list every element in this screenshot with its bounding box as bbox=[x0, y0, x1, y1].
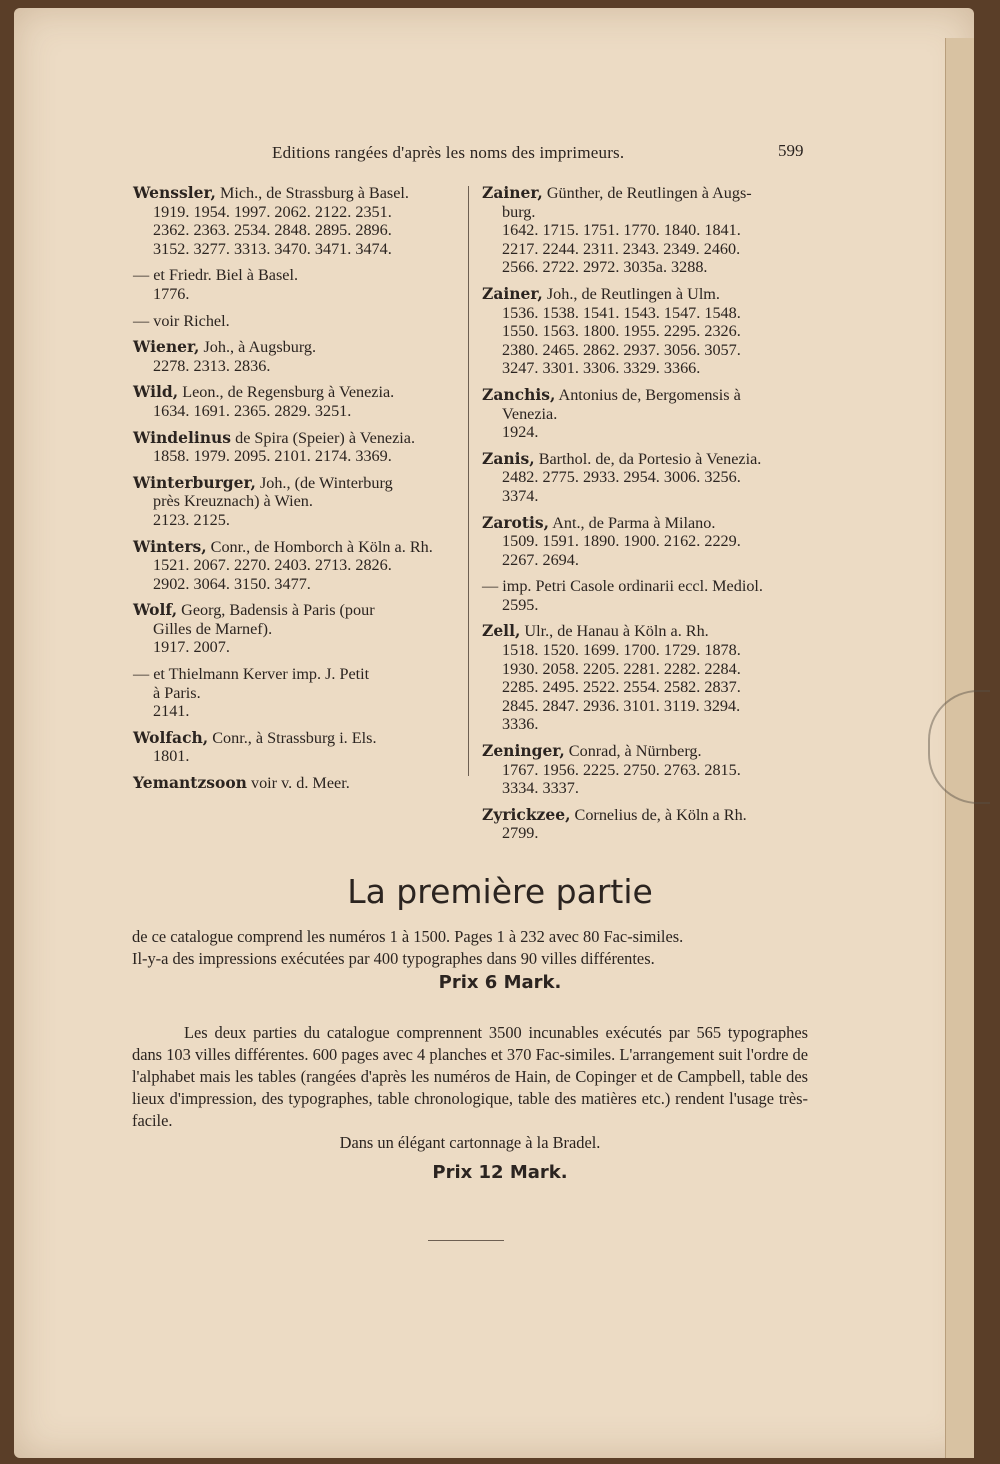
entry-heading bbox=[133, 474, 461, 493]
price-complete: Prix 12 Mark. bbox=[432, 1162, 568, 1183]
edition-numbers: 2362. 2363. 2534. 2848. 2895. 2896. bbox=[153, 221, 392, 240]
running-head: Editions rangées d'après les noms des imprimeurs. bbox=[272, 143, 625, 162]
index-entry bbox=[133, 601, 461, 657]
index-column-left bbox=[133, 184, 461, 801]
edition-numbers: 2595. bbox=[502, 595, 539, 614]
edition-numbers: 2799. bbox=[502, 824, 539, 843]
entry-heading bbox=[482, 577, 808, 596]
printer-name: Zeninger, bbox=[482, 741, 565, 761]
entry-heading bbox=[482, 622, 808, 641]
edition-numbers: 2217. 2244. 2311. 2343. 2349. 2460. bbox=[502, 239, 741, 258]
printer-name: Zanis, bbox=[482, 448, 535, 468]
printer-name: Zanchis, bbox=[482, 384, 556, 404]
index-entry bbox=[133, 665, 461, 721]
printer-name: Wenssler, bbox=[133, 183, 216, 202]
edition-numbers: 1917. 2007. bbox=[153, 638, 230, 657]
printer-name: Windelinus bbox=[133, 427, 232, 447]
notice-paragraph-2: Les deux parties du catalogue comprennent 3500 incunables exécutés par 565 typographes dans 103 villes différentes. 600 pages avec 4 planches et 370 Fac-similes. L'arrangement suit l'ordre de l'alphabet mais les tables (rangées d'après les numéros de Hain, de Copinger et de Campbell, table des lieux d'impression, des typographes, table chronologique, table des matières etc.) rendent l'usage très-facile. bbox=[132, 1023, 808, 1130]
index-entry bbox=[482, 285, 808, 378]
printer-details: Antonius de, Bergomensis à bbox=[555, 385, 741, 404]
column-divider bbox=[468, 186, 469, 776]
edition-numbers: 2278. 2313. 2836. bbox=[153, 356, 271, 375]
notice-heading: La première partie bbox=[347, 872, 653, 911]
edition-numbers: 1919. 1954. 1997. 2062. 2122. 2351. bbox=[153, 202, 392, 221]
index-entry bbox=[133, 312, 461, 331]
edition-numbers: 3334. 3337. bbox=[502, 779, 579, 798]
printer-name: Zainer, bbox=[482, 183, 543, 202]
entry-heading bbox=[133, 184, 461, 203]
printer-name: Wolf, bbox=[133, 600, 178, 620]
edition-numbers: 2566. 2722. 2972. 3035a. 3288. bbox=[502, 258, 708, 277]
edition-numbers: 3374. bbox=[502, 486, 539, 505]
entry-heading bbox=[133, 429, 461, 448]
edition-numbers: 2141. bbox=[153, 702, 190, 721]
printer-details: Leon., de Regensburg à Venezia. bbox=[178, 383, 395, 402]
index-entry bbox=[133, 383, 461, 420]
printer-details: Conr., à Strassburg i. Els. bbox=[208, 728, 377, 747]
printer-details: Barthol. de, da Portesio à Venezia. bbox=[534, 449, 762, 468]
printer-details: Joh., (de Winterburg bbox=[255, 473, 393, 492]
price-part-one: Prix 6 Mark. bbox=[438, 972, 562, 993]
printer-details: Conr., de Homborch à Köln a. Rh. bbox=[206, 537, 433, 556]
closing-rule bbox=[428, 1240, 504, 1241]
printer-name: Wolfach, bbox=[133, 727, 209, 747]
printer-details-continued: Gilles de Marnef). bbox=[153, 619, 273, 638]
entry-heading bbox=[133, 774, 461, 793]
entry-heading bbox=[482, 450, 808, 469]
printer-name: Winters, bbox=[133, 536, 207, 556]
notice-paragraph-1 bbox=[132, 926, 808, 970]
printer-name: Winterburger, bbox=[133, 472, 256, 492]
edition-numbers: 1550. 1563. 1800. 1955. 2295. 2326. bbox=[502, 322, 741, 341]
entry-heading bbox=[133, 266, 461, 285]
edition-numbers: 1930. 2058. 2205. 2281. 2282. 2284. bbox=[502, 659, 741, 678]
printer-details-continued: près Kreuznach) à Wien. bbox=[153, 492, 313, 511]
printer-name: Zainer, bbox=[482, 283, 543, 303]
notice-line: de ce catalogue comprend les numéros 1 à 1500. Pages 1 à 232 avec 80 Fac-similes. bbox=[132, 927, 684, 946]
printer-details: Ulr., de Hanau à Köln a. Rh. bbox=[520, 622, 709, 641]
index-entry bbox=[482, 514, 808, 570]
edition-numbers: 1767. 1956. 2225. 2750. 2763. 2815. bbox=[502, 760, 741, 779]
index-entry bbox=[133, 429, 461, 466]
entry-heading bbox=[482, 184, 808, 203]
index-entry bbox=[482, 450, 808, 506]
entry-heading bbox=[133, 665, 461, 684]
entry-heading bbox=[133, 729, 461, 748]
edition-numbers: 1801. bbox=[153, 747, 190, 766]
printer-name: Wiener, bbox=[133, 337, 200, 357]
index-entry bbox=[133, 474, 461, 530]
printer-details-continued: à Paris. bbox=[153, 683, 201, 702]
printer-details: — et Friedr. Biel à Basel. bbox=[133, 266, 298, 285]
printer-details: Joh., à Augsburg. bbox=[199, 338, 317, 357]
page-number: 599 bbox=[778, 141, 804, 160]
edition-numbers: 1521. 2067. 2270. 2403. 2713. 2826. bbox=[153, 556, 392, 575]
index-entry bbox=[133, 338, 461, 375]
entry-heading bbox=[133, 601, 461, 620]
printer-name: Zyrickzee, bbox=[482, 804, 571, 824]
entry-heading bbox=[133, 312, 461, 331]
printer-details: Conrad, à Nürnberg. bbox=[564, 742, 702, 761]
entry-heading bbox=[482, 806, 808, 825]
edition-numbers: 2482. 2775. 2933. 2954. 3006. 3256. bbox=[502, 468, 741, 487]
printer-details-continued: Venezia. bbox=[502, 404, 558, 423]
printer-details: Günther, de Reutlingen à Augs- bbox=[542, 184, 752, 202]
index-entry bbox=[482, 386, 808, 442]
index-entry bbox=[482, 806, 808, 843]
edition-numbers: 2845. 2847. 2936. 3101. 3119. 3294. bbox=[502, 696, 741, 715]
index-entry bbox=[133, 538, 461, 594]
entry-heading bbox=[482, 386, 808, 405]
edition-numbers: 1776. bbox=[153, 284, 190, 303]
edition-numbers: 2267. 2694. bbox=[502, 550, 579, 569]
printer-name: Yemantzsoon bbox=[133, 773, 247, 793]
notice-binding-line: Dans un élégant cartonnage à la Bradel. bbox=[339, 1133, 601, 1152]
entry-heading bbox=[482, 514, 808, 533]
edition-numbers: 2902. 3064. 3150. 3477. bbox=[153, 574, 311, 593]
index-entry bbox=[482, 742, 808, 798]
edition-numbers: 3247. 3301. 3306. 3329. 3366. bbox=[502, 359, 701, 378]
entry-heading bbox=[133, 538, 461, 557]
entry-heading bbox=[482, 742, 808, 761]
entry-heading bbox=[133, 338, 461, 357]
index-entry bbox=[482, 622, 808, 734]
edition-numbers: 2380. 2465. 2862. 2937. 3056. 3057. bbox=[502, 340, 741, 359]
index-entry bbox=[482, 184, 808, 277]
printer-details: voir v. d. Meer. bbox=[246, 774, 350, 793]
index-entry bbox=[482, 577, 808, 614]
printer-name: Zell, bbox=[482, 621, 521, 641]
index-entry bbox=[133, 729, 461, 766]
edition-numbers: 1536. 1538. 1541. 1543. 1547. 1548. bbox=[502, 303, 741, 322]
printer-details-continued: burg. bbox=[502, 202, 536, 221]
index-entry bbox=[133, 184, 461, 258]
edition-numbers: 1634. 1691. 2365. 2829. 3251. bbox=[153, 401, 352, 420]
edition-numbers: 1642. 1715. 1751. 1770. 1840. 1841. bbox=[502, 221, 741, 240]
edition-numbers: 3336. bbox=[502, 715, 539, 734]
edition-numbers: 2285. 2495. 2522. 2554. 2582. 2837. bbox=[502, 678, 741, 697]
edition-numbers: 1518. 1520. 1699. 1700. 1729. 1878. bbox=[502, 641, 741, 660]
printer-details: — imp. Petri Casole ordinarii eccl. Mediol. bbox=[482, 577, 763, 596]
notice-line: Il-y-a des impressions exécutées par 400 typographes dans 90 villes différentes. bbox=[132, 949, 655, 968]
printer-name: Wild, bbox=[133, 382, 179, 402]
index-entry bbox=[133, 266, 461, 303]
printer-details: — voir Richel. bbox=[133, 311, 230, 330]
printer-details: Ant., de Parma à Milano. bbox=[549, 513, 716, 532]
edition-numbers: 3152. 3277. 3313. 3470. 3471. 3474. bbox=[153, 239, 392, 258]
index-entry bbox=[133, 774, 461, 793]
entry-heading bbox=[482, 285, 808, 304]
edition-numbers: 1924. bbox=[502, 423, 539, 442]
printer-details: Joh., de Reutlingen à Ulm. bbox=[542, 284, 720, 303]
index-column-right bbox=[482, 184, 808, 851]
edition-numbers: 2123. 2125. bbox=[153, 510, 230, 529]
entry-heading bbox=[133, 383, 461, 402]
printer-details: de Spira (Speier) à Venezia. bbox=[231, 428, 416, 447]
edition-numbers: 1509. 1591. 1890. 1900. 2162. 2229. bbox=[502, 532, 741, 551]
printer-details: — et Thielmann Kerver imp. J. Petit bbox=[133, 665, 370, 684]
edition-numbers: 1858. 1979. 2095. 2101. 2174. 3369. bbox=[153, 447, 392, 466]
printer-details: Cornelius de, à Köln a Rh. bbox=[570, 805, 747, 824]
printer-details: Mich., de Strassburg à Basel. bbox=[215, 184, 409, 202]
printer-name: Zarotis, bbox=[482, 512, 550, 532]
printer-details: Georg, Badensis à Paris (pour bbox=[177, 601, 375, 620]
